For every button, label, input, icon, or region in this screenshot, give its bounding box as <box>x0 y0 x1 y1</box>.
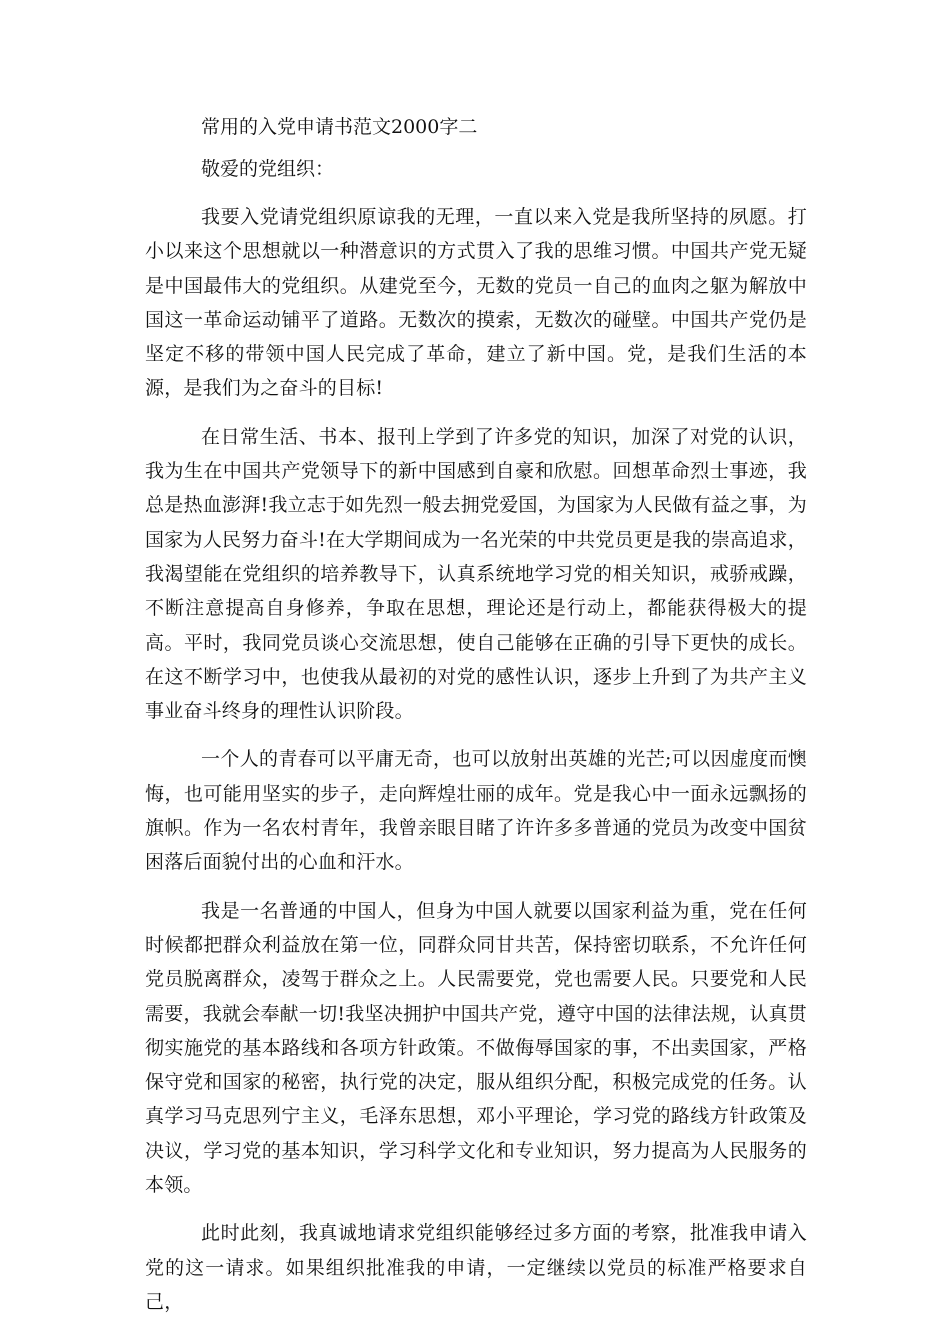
paragraph-1: 我要入党请党组织原谅我的无理，一直以来入党是我所坚持的夙愿。打小以来这个思想就以一种潜意识的方式贯入了我的思维习惯。中国共产党无疑是中国最伟大的党组织。从建党至今，无数的党员一自己的血肉之躯为解放中国这一革命运动铺平了道路。无数次的摸索，无数次的碰壁。中国共产党仍是坚定不移的带领中国人民完成了革命，建立了新中国。党，是我们生活的本源，是我们为之奋斗的目标! <box>145 206 807 400</box>
paragraph-4: 我是一名普通的中国人，但身为中国人就要以国家利益为重，党在任何时候都把群众利益放在第一位，同群众同甘共苦，保持密切联系，不允许任何党员脱离群众，凌驾于群众之上。人民需要党，党也需要人民。只要党和人民需要，我就会奉献一切!我坚决拥护中国共产党，遵守中国的法律法规，认真贯彻实施党的基本路线和各项方针政策。不做侮辱国家的事，不出卖国家，严格保守党和国家的秘密，执行党的决定，服从组织分配，积极完成党的任务。认真学习马克思列宁主义，毛泽东思想，邓小平理论，学习党的路线方针政策及决议，学习党的基本知识，学习科学文化和专业知识，努力提高为人民服务的本领。 <box>145 899 807 1197</box>
document-title: 常用的入党申请书范文2000字二 <box>201 116 478 138</box>
document-body <box>145 110 807 1319</box>
paragraph-3: 一个人的青春可以平庸无奇，也可以放射出英雄的光芒;可以因虚度而懊悔，也可能用坚实的步子，走向辉煌壮丽的成年。党是我心中一面永远飘扬的旗帜。作为一名农村青年，我曾亲眼目睹了许许多多普通的党员为改变中国贫困落后面貌付出的心血和汗水。 <box>145 748 807 874</box>
paragraph-5: 此时此刻，我真诚地请求党组织能够经过多方面的考察，批准我申请入党的这一请求。如果组织批准我的申请，一定继续以党员的标准严格要求自己， <box>145 1222 807 1313</box>
salutation: 敬爱的党组织： <box>201 158 335 180</box>
paragraph-2: 在日常生活、书本、报刊上学到了许多党的知识，加深了对党的认识，我为生在中国共产党领导下的新中国感到自豪和欣慰。回想革命烈士事迹，我总是热血澎湃!我立志于如先烈一般去拥党爱国，为国家为人民做有益之事，为国家为人民努力奋斗!在大学期间成为一名光荣的中共党员更是我的崇高追求，我渴望能在党组织的培养教导下，认真系统地学习党的相关知识，戒骄戒躁，不断注意提高自身修养，争取在思想，理论还是行动上，都能获得极大的提高。平时，我同党员谈心交流思想，使自己能够在正确的引导下更快的成长。在这不断学习中，也使我从最初的对党的感性认识，逐步上升到了为共产主义事业奋斗终身的理性认识阶段。 <box>145 425 807 723</box>
